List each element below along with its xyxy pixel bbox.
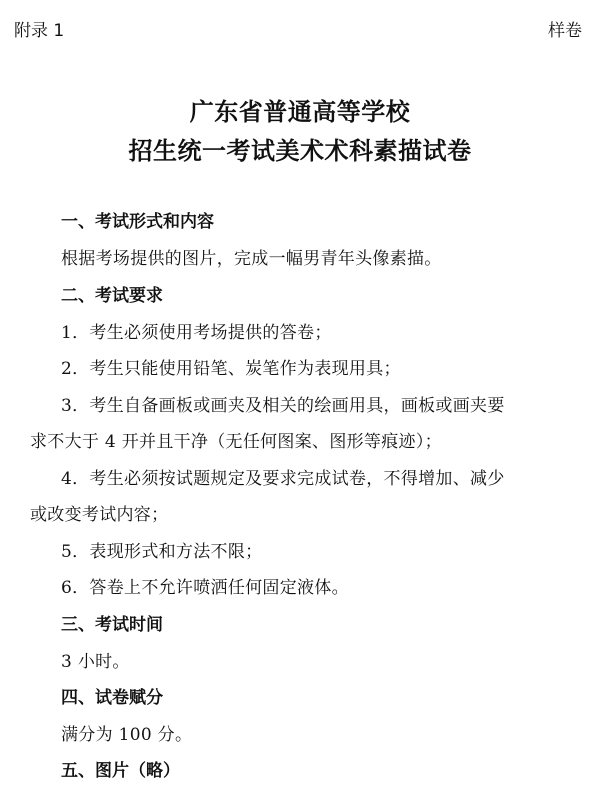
section-3-text: 3 小时。: [61, 652, 130, 672]
requirement-item-6: 6．答卷上不允许喷洒任何固定液体。: [61, 578, 349, 598]
section-1-text: 根据考场提供的图片，完成一幅男青年头像素描。: [61, 249, 442, 269]
document-title-line-2: 招生统一考试美术术科素描试卷: [128, 136, 472, 165]
sample-paper-label: 样卷: [548, 21, 582, 41]
section-2-heading: 二、考试要求: [61, 286, 163, 306]
section-5-heading: 五、图片（略）: [61, 761, 180, 781]
document-title-line-1: 广东省普通高等学校: [189, 97, 411, 126]
requirement-item-2: 2．考生只能使用铅笔、炭笔作为表现用具；: [61, 359, 401, 379]
requirement-item-4-line-1: 4．考生必须按试题规定及要求完成试卷，不得增加、减少: [61, 469, 505, 489]
requirement-item-3-line-2: 求不大于 4 开并且干净（无任何图案、图形等痕迹）；: [30, 432, 442, 452]
appendix-label: 附录 1: [14, 21, 65, 41]
section-4-heading: 四、试卷赋分: [61, 688, 163, 708]
requirement-item-5: 5．表现形式和方法不限；: [61, 542, 263, 562]
requirement-item-4-line-2: 或改变考试内容；: [30, 505, 169, 525]
section-3-heading: 三、考试时间: [61, 615, 163, 635]
requirement-item-3-line-1: 3．考生自备画板或画夹及相关的绘画用具，画板或画夹要: [61, 396, 505, 416]
section-1-heading: 一、考试形式和内容: [61, 212, 214, 232]
requirement-item-1: 1．考生必须使用考场提供的答卷；: [61, 323, 332, 343]
section-4-text: 满分为 100 分。: [61, 725, 193, 745]
